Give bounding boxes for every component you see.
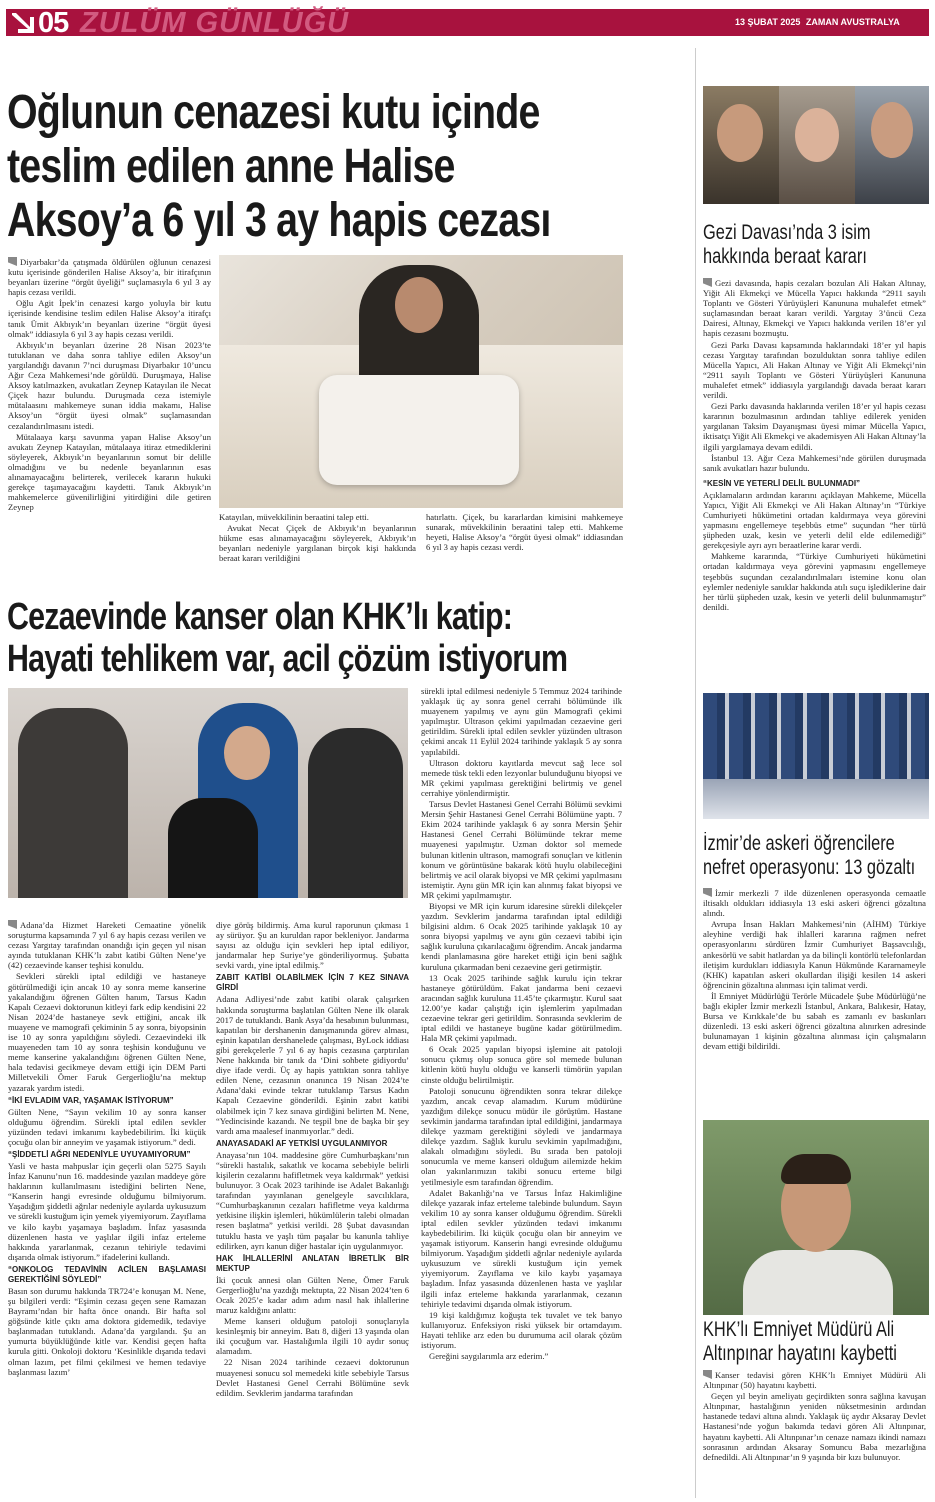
paragraph: Biyopsi ve MR için kurum idaresine sürekli dilekçeler yazdım. Sevklerim jandarma tarafından iptal edildiği bilgisini aldım. 6 Ocak 2025 tarihinde yaklaşık 10 ay sonra biyopsi yapılmış ve aynı gün cezaevi tabibi için sağlık kuruluna çıkarılacağımı öğrendim. Ancak jandarma kendi planlamasına göre hareket ettiği için beni sağlık kuruluna çıkarmadan beni cezaevine geri getirmiştir. [421, 900, 622, 972]
subheading: “KESİN VE YETERLİ DELİL BULUNMADI” [703, 478, 861, 488]
subheading: “ŞİDDETLİ AĞRI NEDENİYLE UYUYAMIYORUM” [8, 1149, 191, 1159]
article2-headline [7, 596, 687, 680]
paragraph: Yasli ve hasta mahpuslar için geçerli olan 5275 Sayılı İnfaz Kanunu’nun 16. maddesinde yazılan maddeye göre haklarının kullanılmasını istediğini belirten Nene, “Kanserin hangi evresinde olduğumu bilmiyorum. Yaşadığım şiddetli ağrılar nedeniyle ayılarda uykusuzum ve sürekli kustuğum için yemek yiyemiyorum. Zayıflama ve kilo kaybı yaşamaya başladım. İnfaz yasasında düzenlenen hasta ve yaşlılar ilgili infaz erteleme hakkında yararlanmak, cezanın tehiriyle tedavimi dışarıda olmak istiyorum.” ifadelerini kullandı. [8, 1160, 206, 1262]
headline-line: Gezi Davası’nda 3 isim [703, 221, 871, 244]
headline-line: Altınpınar hayatını kaybetti [703, 1342, 897, 1365]
lead-paragraph: Diyarbakır’da çatışmada öldürülen oğlunun cenazesi kutu içerisinde gönderilen Halise Aksoy’a, bir itirafçının beyanları üzerine “örgüt üyeliği” suçlamasıyla 6 yıl 3 ay hapis cezası verildi. [8, 257, 211, 298]
paragraph: Sevkleri sürekli iptal edildiği ve hastaneye götürülmediği için ancak 10 ay sonra meme kanserine yakalandığını öğrenen Gülten hanım, Tarsus Kadın Kapalı Cezaevi doktorunun kitleyi fark edip kendisini 22 Nisan 2024’de hastaneye sevk ettiğini, ancak ilk muayene ve mamografi çekiminin 5 ay sonra, biyopsinin ise 10 ay sonra yapıldığını söyledi. Cezaevindeki ilk muayeneden tam 10 ay sonra teşhisin konduğunu ve meme kanserine yakalandığını öğrenen Gülten Nene, hala tedavisi gecikmeye devam ettiği için DEM Parti Milletvekili Ömer Faruk Gergerlioğlu’na mektup yazarak yardım istedi. [8, 971, 206, 1093]
gulten-nene-family-photo [8, 688, 408, 898]
woman-face [224, 726, 270, 780]
subheading: ANAYASADAKİ AF YETKİSİ UYGULANMIYOR [216, 1138, 388, 1148]
face-shape [395, 277, 443, 333]
paragraph: Adalet Bakanlığı’na ve Tarsus İnfaz Hakimliğine dilekçe yazarak infaz erteleme talebinde bulundum. Sayın vekilim 10 ay sonra kanser olduğumu öğrendim. Sürekli iptal edilen sevkler yüzünden tedavi imkanımı kaybedebilirim. İki küçük çocuğu olan bir anneyim ve yaşamak istiyorum. Kanserin hangi evresinde olduğumu bilmiyorum. Yaşadığım şiddetli ağrılar nedeniyle ayılarda uykusuzum ve sürekli kustuğum için yemek yiyemiyorum. Zayıflama ve kilo kaybı yaşamaya başladım. İnfaz yasasında düzenlenen hasta ve yaşlılar ilgili infaz erteleme hakkında yararlanmak, cezanın tehiriyle tedavimi dışarıda olmak istiyorum. [421, 1187, 622, 1309]
article1-col3 [426, 512, 623, 553]
article-bullet-icon [8, 920, 17, 929]
paragraph: sürekli iptal edilmesi nedeniyle 5 Temmuz 2024 tarihinde yaklaşık üç ay sonra genel cerrahi bölümünde ilk muayenem yapılmış ve aynı gün Mamografi çekimi yapılmıştır. Ultrason çekimi yapılmadan cezaevine geri getirildim. Sürekli iptal edilen sevkler yüzünden ultrason çekimi ancak 11 Eylül 2024 tarihinde yaklaşık 5 ay sonra yapılabildi. [421, 686, 622, 757]
child-figure [168, 798, 258, 898]
paragraph: Gereğini saygılarımla arz ederim.” [429, 1351, 549, 1362]
sidebar2-headline [703, 832, 935, 880]
article-bullet-icon [703, 888, 712, 897]
paragraph: Meme kanseri olduğum patoloji sonuçlarıyla kesinleşmiş bir anneyim. Batı 8, diğeri 13 yaşında olan iki çocuğum var. Hastalığımla ilgili 10 aydır sonuç alamadım. [216, 1316, 409, 1357]
article1-col2 [219, 512, 416, 564]
paragraph: Açıklamaların ardından kararını açıklayan Mahkeme, Mücella Yapıcı, Yiğit Ali Ekmekçi ve Ali Hakan Altınay’ın “Türkiye Cumhuriyeti hükümetini ortadan kaldırmaya veya görevini yapmasını engellemeye teşebbüs etme” suçundan “her türlü şüpheden uzak, kesin ve yeterli delil elde edilemediği” gerekçesiyle ayrı ayrı beraatlerine karar verdi. [703, 489, 926, 551]
paragraph: Mahkeme kararında, “Türkiye Cumhuriyeti hükümetini ortadan kaldırmaya veya görevini yapmasını engellemeye teşebbüs suçundan cezalandırılmaları istemine konu olan eylemler nedeniyle sanıklar hakkında atılı suçu işlediklerine dair her türlü şüpheden uzak, kesin ve yeterli delil bulunmamıştır” denildi. [703, 551, 926, 612]
paragraph: Basın son durumu hakkında TR724’e konuşan M. Nene, şu bilgileri verdi: “Eşimin cezası geçen sene Ramazan Bayramı’ndan bir hafta önce onandı. Bir hafta sol göğsünde kitle çıktı ama doktora gidemedik, tedaviye başlanmadan tutuklandı. Adana’da yargılandı. Şu an yumurta büyüklüğünde kitle var. Kendisi geçen hafta kurula gitti. Onkoloji doktoru ‘Kesinlikle dışarıda tedavi olman lazım, pet filmi çekilmesi ve hemen tedaviye başlanması lazım’ [8, 1285, 206, 1377]
paragraph: Gezi Parkı davasında haklarında verilen 18’er yıl hapis cezası kararının bozulmasının ardından tahliye edilerek yeniden yargılanan Taksim Dayanışması üyesi mimar Mücella Yapıcı, iktisatçı Yiğit Ali Ekmekçi ve akademisyen Ali Hakan Altınay’la ilgili yargılamaya devam edildi. [703, 401, 926, 452]
sidebar3-body [703, 1370, 926, 1463]
paragraph: Tarsus Devlet Hastanesi Genel Cerrahi Bölümü sevkimi Mersin Şehir Hastanesi Genel Cerrahi Bölümüne yaptı. 7 Ekim 2024 tarihinde yaklaşık 6 ay sonra Mersin Şehir Hastanesi Genel Cerrahi Bölümünde tekrar meme muayenesi yapılmıştır. Uzman doktor sol memede bulunan kitlenin ultrason, mamografi sonuçları ve kitlenin konum ve görüntüsüne bakarak kötü huylu olabileceğini belirtmiş ve acil olarak biyopsi ve MR çekimi yapılmasını istemiştir. Aynı gün MR için kan alınmış fakat biyopsi ve MR çekimi yapılmamıştır. [421, 799, 622, 900]
sidebar3-headline [703, 1318, 935, 1366]
sidebar1-body [703, 278, 926, 613]
paragraph: Akbıyık’ın beyanları üzerine 28 Nisan 2023’te tutuklanan ve daha sonra tahliye edilen Aksoy’un yargılandığı davanın 7’nci duruşması Diyarbakır 10’uncu Ağır Ceza Mahkemesi’nde görüldü. Duruşmaya, Halise Aksoy katılmazken, avukatları Zeynep Katayılan ile Necat Çiçek hazır bulundu. Duruşmada ceza istemiyle mütalaasını mahkemeye sunan iddia makamı, Halise Aksoy’un “örgüt üyesi olmak” suçlamasından cezalandırılmasını istedi. [8, 339, 211, 431]
lead-paragraph: Adana’da Hizmet Hareketi Cemaatine yönelik soruşturma kapsamında 7 yıl 6 ay hapis cezası verilen ve cezası Yargıtay tarafından onandığı için geçen yıl nisan ayında tutuklanan KHK’lı zabıt katibi Gülten Nene’ye (42) cezaevinde kanser teşhisi konuldu. [8, 920, 206, 971]
sidebar2-body [703, 888, 926, 1053]
headline-line: KHK’lı Emniyet Müdürü Ali [703, 1318, 895, 1341]
article2-col2 [216, 920, 409, 1399]
headline-line: teslim edilen anne Halise [7, 140, 455, 193]
paragraph: Adana Adliyesi’nde zabıt katibi olarak çalışırken hakkında soruşturma başlatılan Gülten Nene ilk olarak 2017 de tutuklandı. Bank Asya’da hesabının bulunması, kapatılan bir dershanenin danışmanında görev alması, eşinin kapatılan dershanelede çalışması, ByLock iddiası gibi gerekçelerle 7 yıl 6 ay hapis cezasına çarptırılan Nene hakkında bir tanık da ‘Dini sohbete gidiyordu’ diye ifade verdi. Üç ay hapis yattıktan sonra tahliye edilen Nene, cezasının onanınca 19 Nisan 2024’te Adana’daki evinde tekrar tutuklanıp Tarsus Kadın Kapalı Cezaevine gönderildi. Eşinin zabıt katibi olabilmek için 7 kez sınava girdiğini belirten M. Nene, “Yedincisinde kazandı. Ne teşpil bne de başka bir şey vardı ama maalesef inanmıyorlar.” dedi. [216, 994, 409, 1136]
publication-name: ZAMAN AVUSTRALYA [805, 17, 900, 27]
paragraph: Gülten Nene, “Sayın vekilim 10 ay sonra kanser olduğumu öğrendim. Sürekli iptal edilen sevkler yüzünden tedavi imkanımı kaybedebilirim. İki küçük çocuğu olan bir anneyim ve yaşamak istiyorum.” dedi. [8, 1106, 206, 1147]
girl-figure [308, 728, 403, 898]
article2-col3 [421, 686, 622, 1362]
halise-aksoy-photo [219, 255, 623, 508]
article-bullet-icon [703, 1370, 712, 1379]
section-arrow-icon [10, 11, 36, 35]
lead-paragraph: Kanser tedavisi gören KHK’lı Emniyet Müdürü Ali Altınpınar (50) hayatını kaybetti. [703, 1370, 926, 1391]
subheading: HAK İHLALLERİNİ ANLATAN İBRETLİK BİR MEKTUP [216, 1253, 409, 1273]
paragraph: Avukat Necat Çiçek de Akbıyık’ın beyanlarının hükme esas alınamayacağını söyleyerek, Akbıyık’ın beyanları nedeniyle yargılanan birçok kişi hakkında beraat kararı verildiğini [219, 523, 416, 564]
headline-line: İzmir’de askeri öğrencilere [703, 832, 895, 855]
paragraph: 22 Nisan 2024 tarihinde cezaevi doktorunun muayenesi sonucu sol memedeki kitle sebebiyle Tarsus Devlet Hastanesi Genel Cerrahi Bölümüne sevk edildim. Sevklerim jandarma tarafından [216, 1357, 409, 1398]
paragraph: diye görüş bildirmiş. Ama kurul raporunun çıkması 1 ay sürüyor. Şu an kuruldan rapor bekleniyor. Jandarma sayısı az olduğu için sevkleri hep iptal ediliyor, jandarmalar hep Suriye’ye gönderiliyormuş. Şubatta sevki vardı, yine iptal edilmiş.” [216, 920, 409, 971]
headline-line: Aksoy’a 6 yıl 3 ay hapis cezası [7, 194, 551, 247]
lead-paragraph: Gezi davasında, hapis cezaları bozulan Ali Hakan Altınay, Yiğit Ali Ekmekçi ve Mücella Yapıcı hakkında “2911 sayılı Toplantı ve Gösteri Yürüyüşleri Kanununa muhalefet etmek” suçlamasından beraat kararı verildi. Yargıtay 3’üncü Ceza Dairesi, Altınay, Ekmekçi ve Yapıcı hakkında verilen 18’er yıl hapis cezasını bozmuştu. [703, 278, 926, 339]
gezi-defendants-photo [703, 86, 929, 204]
paragraph: Mütalaaya karşı savunma yapan Halise Aksoy’un avukatı Zeynep Katayılan, mütalaaya itiraz etmediklerini söyleyerek, Akbıyık’ın beyanlarının somut bir delille olmadığını ve bu nedenle beyanlarının esas alınamayacağını belirterek, verilecek kararın hukuki gerekçe taşımayacağını kaydetti. Tanık Akbıyık’ın mahkemelerce güvenilirliğini yitirdiğini dile getiren Zeynep [8, 431, 211, 513]
article-bullet-icon [8, 257, 17, 266]
paragraph: Geçen yıl beyin ameliyatı geçirdikten sonra sağlına kavuşan Altınpınar, hastalığının yeniden nüksetmesinin ardından hastanede tedavi altına alındı. Yaklaşık üç aydır Aksaray Devlet Hastanesi’nde yoğun bakımda tedavi gören Ali Altınpınar, hayatını kaybetti. Ali Altınpınar’ın cenaze namazı ikindi namazı sonrasının ardından Aksaray Somuncu Baba mezarlığına defnedildi. Ali Altınpınar’ın 9 yaşında bir kızı bulunuyor. [703, 1391, 926, 1462]
section-number: 05 [38, 7, 69, 39]
paragraph: İl Emniyet Müdürlüğü Terörle Mücadele Şube Müdürlüğü’ne bağlı ekipler İzmir merkezli İstanbul, Ankara, Balıkesir, Hatay, Bursa ve Kırıkkale’de bu sabah es zamanlı ev baskınları düzenledi. 13 eski askeri öğrenci gözaltına alınırken adresinde bulunamayan 1 kişinin gözaltına alınması için çalışmaların devam ettiği bildirildi. [703, 990, 926, 1052]
article1-col1 [8, 257, 211, 513]
paragraph: Avrupa İnsan Hakları Mahkemesi’nin (AİHM) Türkiye aleyhine verdiği hak ihlalleri kararına rağmen nefret operasyonlarını sürdüren İzmir Cumhuriyet Başsavcılığı, ankesörlü ve sabit hatlardan ya da bilinçli kontörlü telefonlardan iletişim kurdukları iddiasıyla Kanun Hükmünde Kararnameyle (KHK) kapatılan askeri okullardan ilişiği kesilen 14 askeri öğrencinin gözaltına alınması için talimat verdi. [703, 919, 926, 990]
paragraph: Oğlu Agit İpek’in cenazesi kargo yoluyla bir kutu içerisinde kendisine teslim edilen Halise Aksoy’a itirafçı tanık Ümit Akbıyık’ın beyanları üzerine “örgüt üyesi olmak” iddiasıyla 6 yıl 3 ay hapis cezası verildi. [8, 298, 211, 339]
paragraph: Katayılan, müvekkilinin beraatini talep etti. [219, 512, 369, 522]
subheading: “İKİ EVLADIM VAR, YAŞAMAK İSTİYORUM” [8, 1095, 174, 1105]
article-bullet-icon [703, 278, 712, 287]
military-cadets-photo [703, 693, 929, 819]
subheading: ZABIT KATİBİ OLABİLMEK İÇİN 7 KEZ SINAVA GİRDİ [216, 973, 409, 993]
headline-line: Cezaevinde kanser olan KHK’lı katip: [7, 596, 513, 638]
portrait-right-face [871, 102, 913, 158]
paragraph: 6 Ocak 2025 yapılan biyopsi işlemine ait patoloji sonucu çıkmış olup sonuca göre sol memede bulunan kitlenin kötü huylu olduğu ve kanserli tümörün yapılan cinste olduğu belirtilmiştir. [421, 1044, 622, 1085]
paragraph: hatırlattı. Çiçek, bu kararlardan kimisini mahkemeye sunarak, müvekkilinin beraatini talep etti. Mahkeme heyeti, Halise Aksoy’a “örgüt üyesi olmak” iddiasından 6 yıl 3 ay hapis cezası verdi. [426, 512, 623, 553]
article1-headline [7, 86, 687, 248]
paragraph: 19 kişi kaldığımız koğuşta tek tuvalet ve tek banyo kullanıyoruz. Enfeksiyon riski yüksek bir ortamdayım. Hayati tehlike arz eden bu durumuma acil olarak çözüm istiyorum. [421, 1309, 622, 1350]
sidebar-divider [695, 48, 696, 1498]
headline-line: Oğlunun cenazesi kutu içinde [7, 86, 540, 139]
subheading: “ONKOLOG TEDAVİNİN ACİLEN BAŞLAMASI GEREKTİĞİNİ SÖYLEDİ” [8, 1264, 206, 1284]
paragraph: 13 Ocak 2025 tarihinde sağlık kurulu için tekrar hastaneye götürüldüm. Fakat jandarma beni cezaevi aracından sağlık kuruluna 11.45’te çıkarmıştır. Kurul saat 12.00’ye kadar çalıştığı için işlemlerim yapılmadan cezaevine tekrar geri getirildim. Sonrasında sevklerim de iptal edildi ve hastaneye bugüne kadar götürülmedim. Hala MR çekimi yapılmadı. [421, 972, 622, 1044]
adult-figure [18, 708, 128, 898]
cadets-ground [703, 779, 929, 819]
shirt-shape [743, 1250, 893, 1315]
portrait-left-face [717, 104, 763, 162]
paragraph: İstanbul 13. Ağır Ceza Mahkemesi’nde görülen duruşmada sanık avukatları hazır bulundu. [703, 452, 926, 473]
headline-line: hakkında beraat kararı [703, 245, 867, 268]
lead-paragraph: İzmir merkezli 7 ilde düzenlenen operasyonda cemaatle iltisaklı oldukları iddiasıyla 13 eski askeri öğrenci gözaltına alındı. [703, 888, 926, 919]
ali-altinpinar-photo [703, 1120, 929, 1315]
article2-col1 [8, 920, 206, 1378]
paragraph: Ultrason doktoru kayıtlarda mevcut sağ lece sol memede tüsk tekli eden lezyonlar bulunduğunu biyopsi ve MR çekimi yapılması gerektiğini belirtmiş ve genel cerrahiye yönlendirmiştir. [421, 757, 622, 798]
paragraph: Patoloji sonucunu öğrendikten sonra tekrar dilekçe yazdım, ancak cevap alamadım. Kurum müdürüne yazdığım dilekçe sonucu müdür ile görüştüm. Hastane sevkimin jandarma tarafından iptal edildiğini, jandarmaya dilekçe yazmam gerektiğini söyledi ve jandarmaya dilekçe yazdım. Sağlık kurulu sevkimin yapılmadığını, alakalı olmadığını söyledi. Bu sırada ben patoloji sonucumla ve meme kanseri olduğum ailemizde hekim olan yakınlarımızın takibi sonucu erteme bilgi yetilmesiyle esm tarafından öğrendim. [421, 1085, 622, 1187]
sidebar1-headline [703, 221, 935, 269]
paragraph: Gezi Parkı Davası kapsamında haklarındaki 18’er yıl hapis cezası Yargıtay tarafından bozulduktan sonra tahliye edilen Mücella Yapıcı, Ali Hakan Altınay ve Yiğit Ali Ekmekçi’nin “2911 sayılı Toplantı ve Gösteri Yürüyüşleri Kanununa muhalefet etmek” iddiasıyla yargılandığı davada beraat kararı verildi. [703, 339, 926, 401]
box-shape [319, 375, 519, 485]
paragraph: Anayasa’nın 104. maddesine göre Cumhurbaşkanı’nın “sürekli hastalık, sakatlık ve kocama sebebiyle belirli kişilerin cezalarını hafifletmek veya kaldırmak” yetkisi bulunuyor. 3 Ocak 2023 tarihinde ise Adalet Bakanlığı tarafından yayınlanan genelgeyle savcılıklara, “Cumhurbaşkanının cezaları hafifletme veya kaldırma yetkisine ilişkin işlemleri, hükümlülerin talebi olmadan resen başlatma” yetkisi verildi. 28 Şubat davasından tutuklu hasta ve yaşlı tüm paşalar bu kanunla tahliye edilirken, ayrı kanun diğer hastalar için uygulanmıyor. [216, 1149, 409, 1251]
headline-line: Hayati tehlikem var, acil çözüm istiyorum [7, 638, 568, 680]
portrait-middle-face [795, 108, 839, 162]
header-date [735, 17, 900, 27]
hair-shape [781, 1154, 851, 1184]
paragraph: İki çocuk annesi olan Gülten Nene, Ömer Faruk Gergerlioğlu’na yazdığı mektupta, 22 Nisan 2024’ten 6 Ocak 2025’e kadar adım adım nasıl hak ihlallerine maruz kaldığını anlattı: [216, 1274, 409, 1315]
headline-line: nefret operasyonu: 13 gözaltı [703, 856, 916, 879]
date-text: 13 ŞUBAT 2025 [735, 17, 801, 27]
section-title: ZULÜM GÜNLÜĞÜ [80, 7, 350, 39]
